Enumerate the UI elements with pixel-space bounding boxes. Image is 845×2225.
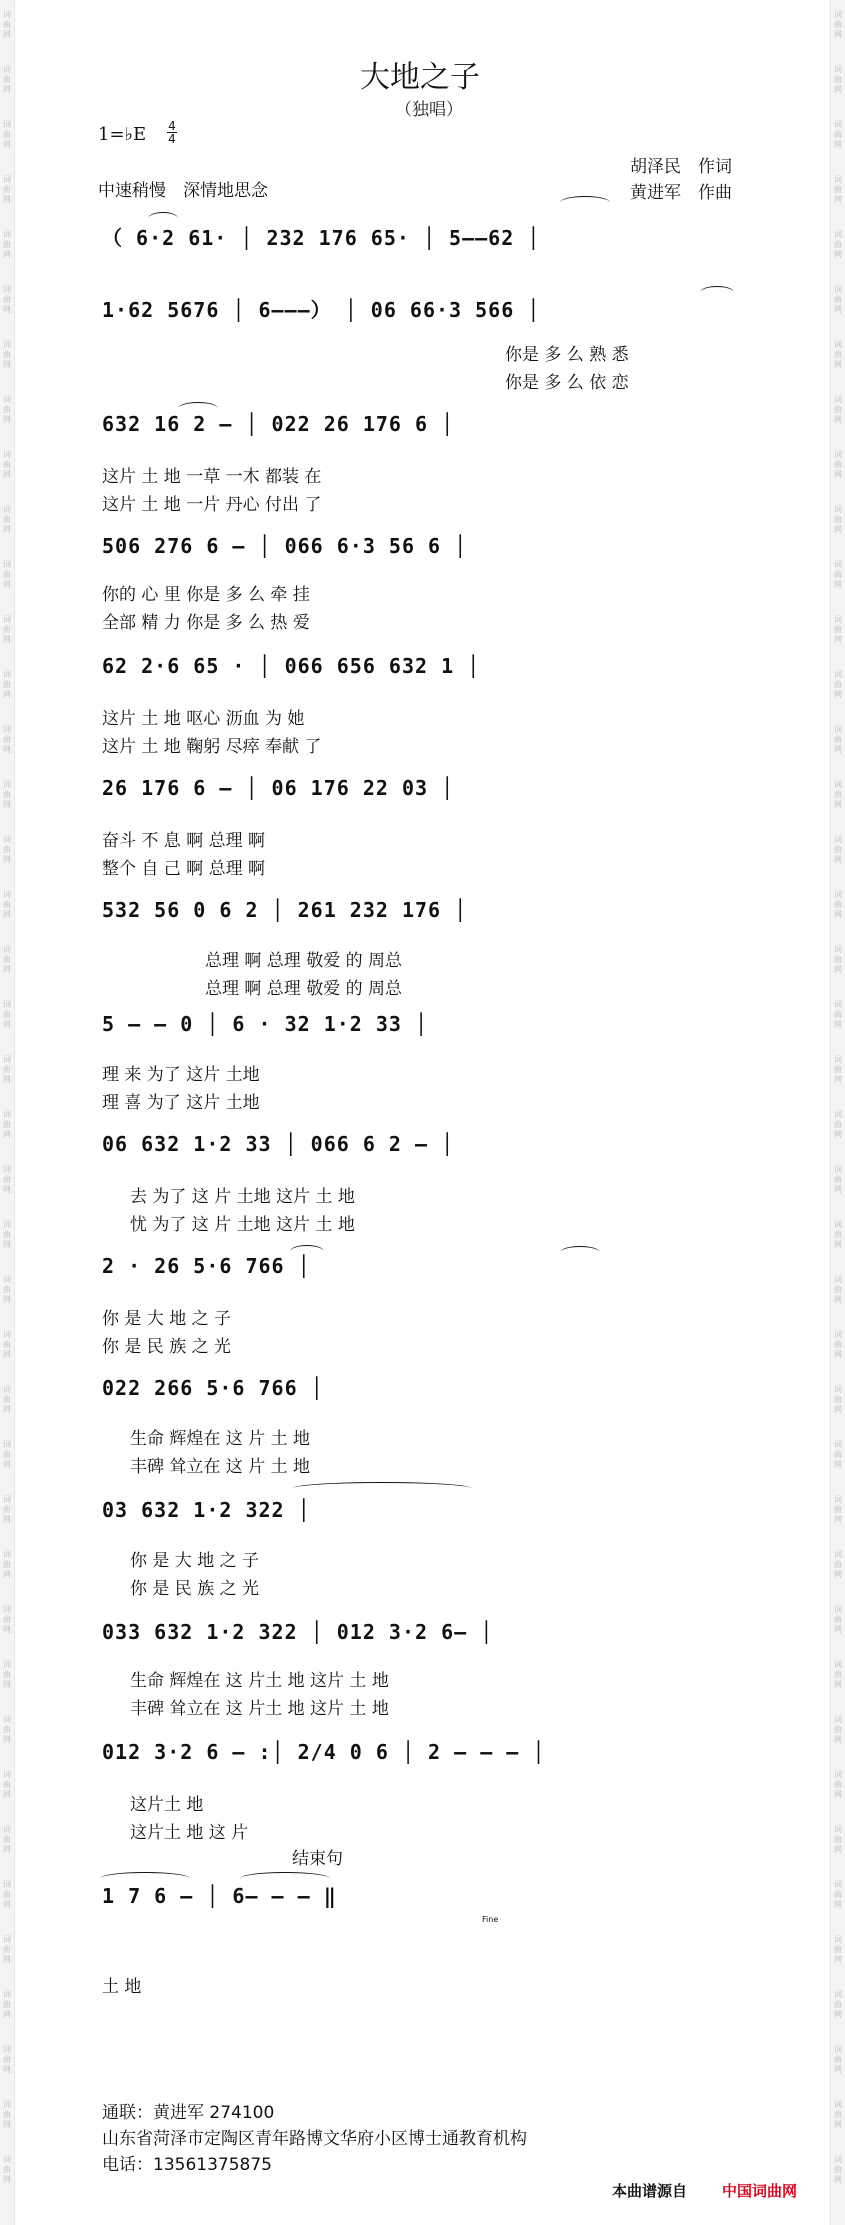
system-13-lyrics-1: 生命 辉煌在 这 片土 地 这片 土 地 — [130, 1671, 389, 1691]
watermark-text: 词曲网 — [3, 890, 11, 919]
system-9-lyrics-1: 去 为了 这 片 土地 这片 土 地 — [130, 1187, 355, 1207]
watermark-text: 词曲网 — [3, 780, 11, 809]
system-11-lyrics-2: 丰碑 耸立在 这 片 土 地 — [130, 1457, 311, 1477]
watermark-text: 词曲网 — [3, 1330, 11, 1359]
system-4-notes: 506 276 6 — │ 066 6·3 56 6 │ — [102, 534, 468, 558]
phone-line: 电话：13561375875 — [102, 2155, 272, 2175]
system-12-lyrics-1: 你 是 大 地 之 子 — [130, 1551, 260, 1571]
watermark-text: 词曲网 — [834, 670, 842, 699]
watermark-text: 词曲网 — [834, 1550, 842, 1579]
watermark-text: 词曲网 — [3, 2045, 11, 2074]
watermark-text: 词曲网 — [834, 1000, 842, 1029]
watermark-text: 词曲网 — [834, 65, 842, 94]
watermark-text: 词曲网 — [834, 1165, 842, 1194]
time-denominator: 4 — [168, 132, 176, 146]
watermark-text: 词曲网 — [834, 1385, 842, 1414]
system-10-lyrics-1: 你 是 大 地 之 子 — [102, 1309, 232, 1329]
watermark-text: 词曲网 — [3, 175, 11, 204]
watermark-text: 词曲网 — [834, 230, 842, 259]
system-2-notes: 1·62 5676 │ 6———） │ 06 66·3 566 │ — [102, 298, 541, 322]
slur-mark — [148, 212, 178, 225]
watermark-text: 词曲网 — [3, 120, 11, 149]
watermark-text: 词曲网 — [834, 1220, 842, 1249]
watermark-text: 词曲网 — [3, 1440, 11, 1469]
watermark-text: 词曲网 — [834, 120, 842, 149]
watermark-text: 词曲网 — [834, 1715, 842, 1744]
watermark-text: 词曲网 — [3, 1165, 11, 1194]
watermark-text: 词曲网 — [3, 1825, 11, 1854]
watermark-text: 词曲网 — [834, 285, 842, 314]
watermark-text: 词曲网 — [3, 1550, 11, 1579]
watermark-text: 词曲网 — [3, 1660, 11, 1689]
watermark-text: 词曲网 — [834, 1770, 842, 1799]
system-4-lyrics-2: 全部 精 力 你是 多 么 热 爱 — [102, 613, 310, 633]
watermark-text: 词曲网 — [834, 560, 842, 589]
watermark-text: 词曲网 — [834, 945, 842, 974]
system-9-lyrics-2: 忧 为了 这 片 土地 这片 土 地 — [130, 1215, 355, 1235]
system-13-lyrics-2: 丰碑 耸立在 这 片土 地 这片 土 地 — [130, 1699, 389, 1719]
slur-mark — [290, 1245, 324, 1258]
lyricist-credit: 胡泽民 作词 — [630, 157, 732, 177]
contact-line: 通联：黄进军 274100 — [102, 2103, 275, 2123]
system-15-lyrics-1: 土 地 — [102, 1977, 142, 1997]
watermark-text: 词曲网 — [3, 615, 11, 644]
time-signature — [167, 120, 177, 145]
fine-marking: Fine — [482, 1915, 499, 1924]
watermark-text: 词曲网 — [834, 1605, 842, 1634]
watermark-text: 词曲网 — [3, 1605, 11, 1634]
watermark-text: 词曲网 — [3, 1880, 11, 1909]
system-14-lyrics-1: 这片土 地 — [130, 1795, 204, 1815]
watermark-text: 词曲网 — [834, 890, 842, 919]
watermark-text: 词曲网 — [3, 1275, 11, 1304]
system-2-lyrics-1: 你是 多 么 熟 悉 — [505, 345, 629, 365]
system-4-lyrics-1: 你的 心 里 你是 多 么 牵 挂 — [102, 585, 310, 605]
watermark-text: 词曲网 — [3, 65, 11, 94]
watermark-text: 词曲网 — [3, 945, 11, 974]
system-14-lyrics-2: 这片土 地 这 片 — [130, 1823, 249, 1843]
watermark-text: 词曲网 — [3, 1385, 11, 1414]
key-signature: 1=♭E — [98, 124, 147, 145]
system-7-lyrics-1: 总理 啊 总理 敬爱 的 周总 — [205, 951, 403, 971]
watermark-text: 词曲网 — [834, 1825, 842, 1854]
slur-mark — [292, 1482, 472, 1495]
left-watermark-strip — [0, 0, 15, 2225]
song-title: 大地之子 — [360, 60, 480, 95]
system-6-lyrics-2: 整个 自 己 啊 总理 啊 — [102, 859, 266, 879]
system-2-lyrics-2: 你是 多 么 依 恋 — [505, 373, 629, 393]
watermark-text: 词曲网 — [3, 1220, 11, 1249]
watermark-text: 词曲网 — [3, 835, 11, 864]
watermark-text: 词曲网 — [834, 10, 842, 39]
system-8-lyrics-1: 理 来 为了 这片 土地 — [102, 1065, 260, 1085]
watermark-text: 词曲网 — [834, 615, 842, 644]
watermark-text: 词曲网 — [834, 2155, 842, 2184]
system-6-notes: 26 176 6 — │ 06 176 22 03 │ — [102, 776, 455, 800]
system-5-lyrics-1: 这片 土 地 呕心 沥血 为 她 — [102, 709, 305, 729]
watermark-text: 词曲网 — [834, 1330, 842, 1359]
slur-mark — [700, 286, 734, 299]
watermark-text: 词曲网 — [834, 1440, 842, 1469]
watermark-text: 词曲网 — [3, 285, 11, 314]
slur-mark — [240, 1872, 330, 1885]
source-site-link[interactable]: 中国词曲网 — [722, 2182, 798, 2200]
system-3-lyrics-1: 这片 土 地 一草 一木 都装 在 — [102, 467, 322, 487]
system-14-notes: 012 3·2 6 — :│ 2/4 0 6 │ 2 — — — │ — [102, 1740, 546, 1764]
watermark-text: 词曲网 — [3, 505, 11, 534]
composer-credit: 黄进军 作曲 — [630, 183, 732, 203]
watermark-text: 词曲网 — [3, 10, 11, 39]
watermark-text: 词曲网 — [834, 1990, 842, 2019]
watermark-text: 词曲网 — [834, 780, 842, 809]
watermark-text: 词曲网 — [3, 1110, 11, 1139]
watermark-text: 词曲网 — [3, 230, 11, 259]
watermark-text: 词曲网 — [834, 175, 842, 204]
watermark-text: 词曲网 — [3, 670, 11, 699]
watermark-text: 词曲网 — [3, 1715, 11, 1744]
system-15-notes: 1 7 6 — │ 6— — — ‖ — [102, 1884, 337, 1908]
system-12-notes: 03 632 1·2 322 │ — [102, 1498, 311, 1522]
watermark-text: 词曲网 — [834, 450, 842, 479]
address-line: 山东省菏泽市定陶区青年路博文华府小区博士通教育机构 — [102, 2129, 527, 2149]
system-10-lyrics-2: 你 是 民 族 之 光 — [102, 1337, 232, 1357]
watermark-text: 词曲网 — [834, 1660, 842, 1689]
system-8-lyrics-2: 理 喜 为了 这片 土地 — [102, 1093, 260, 1113]
slur-mark — [178, 402, 218, 415]
watermark-text: 词曲网 — [834, 835, 842, 864]
watermark-text: 词曲网 — [834, 725, 842, 754]
system-11-lyrics-1: 生命 辉煌在 这 片 土 地 — [130, 1429, 311, 1449]
watermark-text: 词曲网 — [3, 725, 11, 754]
watermark-text: 词曲网 — [3, 560, 11, 589]
watermark-text: 词曲网 — [3, 395, 11, 424]
watermark-text: 词曲网 — [834, 505, 842, 534]
right-watermark-strip — [830, 0, 845, 2225]
system-6-lyrics-1: 奋斗 不 息 啊 总理 啊 — [102, 831, 266, 851]
ending-phrase-label: 结束句 — [292, 1849, 343, 1869]
watermark-text: 词曲网 — [834, 1495, 842, 1524]
source-label: 本曲谱源自 — [612, 2182, 688, 2200]
system-5-notes: 62 2·6 65 · │ 066 656 632 1 │ — [102, 654, 481, 678]
watermark-text: 词曲网 — [834, 1110, 842, 1139]
watermark-text: 词曲网 — [834, 2100, 842, 2129]
system-12-lyrics-2: 你 是 民 族 之 光 — [130, 1579, 260, 1599]
system-3-notes: 632 16 2 — │ 022 26 176 6 │ — [102, 412, 455, 436]
system-13-notes: 033 632 1·2 322 │ 012 3·2 6— │ — [102, 1620, 494, 1644]
system-9-notes: 06 632 1·2 33 │ 066 6 2 — │ — [102, 1132, 455, 1156]
song-subtitle: （独唱） — [395, 100, 463, 120]
watermark-text: 词曲网 — [834, 1935, 842, 1964]
system-8-notes: 5 — — 0 │ 6 · 32 1·2 33 │ — [102, 1012, 429, 1036]
watermark-text: 词曲网 — [3, 1000, 11, 1029]
system-3-lyrics-2: 这片 土 地 一片 丹心 付出 了 — [102, 495, 322, 515]
slur-mark — [560, 1246, 600, 1259]
watermark-text: 词曲网 — [3, 1935, 11, 1964]
system-7-notes: 532 56 0 6 2 │ 261 232 176 │ — [102, 898, 468, 922]
watermark-text: 词曲网 — [834, 395, 842, 424]
watermark-text: 词曲网 — [3, 1990, 11, 2019]
watermark-text: 词曲网 — [3, 1770, 11, 1799]
system-10-notes: 2 · 26 5·6 766 │ — [102, 1254, 311, 1278]
watermark-text: 词曲网 — [3, 1055, 11, 1084]
system-1-notes: （ 6·2 61· │ 232 176 65· │ 5——62 │ — [102, 226, 541, 250]
watermark-text: 词曲网 — [3, 2155, 11, 2184]
slur-mark — [100, 1872, 190, 1885]
watermark-text: 词曲网 — [3, 1495, 11, 1524]
slur-mark — [560, 196, 610, 209]
watermark-text: 词曲网 — [834, 340, 842, 369]
time-numerator: 4 — [168, 119, 176, 133]
watermark-text: 词曲网 — [834, 1055, 842, 1084]
watermark-text: 词曲网 — [3, 450, 11, 479]
watermark-text: 词曲网 — [3, 340, 11, 369]
watermark-text: 词曲网 — [834, 1275, 842, 1304]
tempo-marking: 中速稍慢 深情地思念 — [98, 181, 268, 201]
watermark-text: 词曲网 — [834, 1880, 842, 1909]
system-7-lyrics-2: 总理 啊 总理 敬爱 的 周总 — [205, 979, 403, 999]
watermark-text: 词曲网 — [3, 2100, 11, 2129]
system-11-notes: 022 266 5·6 766 │ — [102, 1376, 324, 1400]
watermark-text: 词曲网 — [834, 2045, 842, 2074]
system-5-lyrics-2: 这片 土 地 鞠躬 尽瘁 奉献 了 — [102, 737, 322, 757]
